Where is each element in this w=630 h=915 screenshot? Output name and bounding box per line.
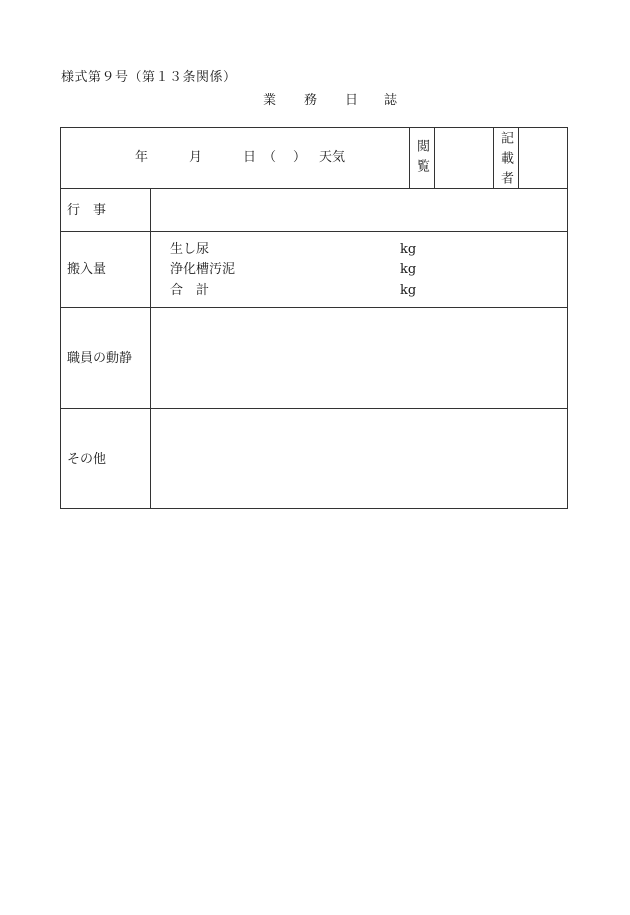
intake-amount-field[interactable] [151,232,566,306]
recorder-label: 記載者 [498,131,513,191]
intake-item-unit: kg [400,242,417,257]
weekday-paren-open: （ [263,150,277,165]
other-notes-field[interactable] [151,409,566,507]
reviewed-stamp-field[interactable] [435,129,492,187]
reviewed-label: 閲覧 [414,139,429,179]
intake-item-name: 浄化槽汚泥 [170,262,236,277]
day-label: 日 [243,150,257,165]
title-char: 業 [263,93,277,108]
title-char: 務 [304,93,318,108]
title-char: 日 [345,93,359,108]
other-label: その他 [67,452,107,467]
date-weather-field[interactable] [62,129,408,187]
intake-item-unit: kg [400,283,417,298]
staff-activity-field[interactable] [151,308,566,407]
intake-label: 搬入量 [67,262,107,277]
intake-item-name: 生し尿 [170,242,210,257]
staff-activity-label: 職員の動静 [67,351,133,366]
events-field[interactable] [151,189,566,230]
year-label: 年 [135,150,149,165]
form-number: 様式第９号（第１３条関係） [61,70,237,85]
journal-table [60,127,568,509]
recorder-stamp-field[interactable] [519,129,566,187]
intake-item-unit: kg [400,262,417,277]
month-label: 月 [189,150,203,165]
header-divider [493,128,494,188]
title-char: 誌 [384,93,398,108]
events-label: 行 事 [67,203,107,218]
weather-label: 天気 [319,150,346,165]
intake-item-name: 合 計 [170,283,210,298]
header-divider [409,128,410,188]
weekday-paren-close: ） [293,150,307,165]
